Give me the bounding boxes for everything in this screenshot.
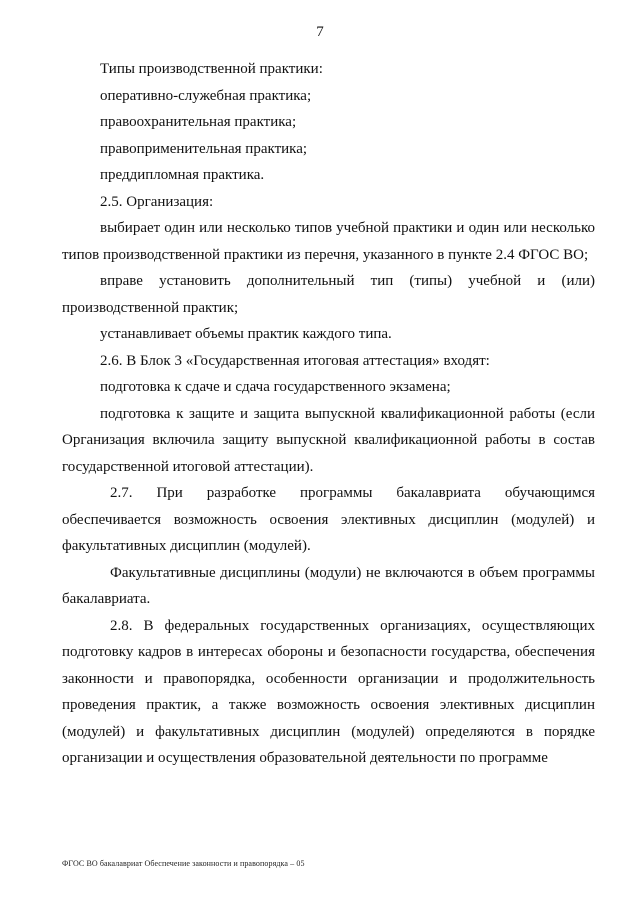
paragraph-chooses-practice-types: выбирает один или несколько типов учебной практики и один или несколько типов производственной практики из перечня, указанного в пункте 2.4 ФГОС ВО;	[62, 220, 595, 263]
paragraph-2-5-organization: 2.5. Организация:	[100, 193, 214, 210]
paragraph-may-establish-type: вправе установить дополнительный тип (типы) учебной и (или) производственной практик;	[62, 273, 595, 316]
paragraph-2-7-elective-disciplines: 2.7. При разработке программы бакалавриата обучающимся обеспечивается возможность освоения элективных дисциплин (модулей) и факультативных дисциплин (модулей).	[62, 485, 595, 554]
document-body	[62, 56, 595, 772]
paragraph-state-exam: подготовка к сдаче и сдача государственного экзамена;	[100, 379, 451, 395]
paragraph-sets-practice-volumes: устанавливает объемы практик каждого типа.	[100, 326, 392, 342]
page-number: 7	[316, 24, 324, 40]
paragraph-law-enforcement-practice: правоохранительная практика;	[100, 114, 297, 130]
paragraph-optional-disciplines: Факультативные дисциплины (модули) не включаются в объем программы бакалавриата.	[62, 564, 595, 607]
paragraph-law-application-practice: правоприменительная практика;	[100, 140, 308, 157]
paragraph-production-practice-types: Типы производственной практики:	[100, 61, 323, 77]
document-footer: ФГОС ВО бакалавриат Обеспечение законности и правопорядка – 05	[62, 859, 305, 868]
paragraph-pre-diploma-practice: преддипломная практика.	[100, 167, 265, 183]
paragraph-thesis-defense: подготовка к защите и защита выпускной квалификационной работы (если Организация включила защиту выпускной квалификационной работы в состав государственной итоговой аттестации).	[62, 405, 595, 475]
paragraph-2-6-block-3: 2.6. В Блок 3 «Государственная итоговая аттестация» входят:	[100, 352, 490, 369]
paragraph-2-8-federal-organizations: 2.8. В федеральных государственных организациях, осуществляющих подготовку кадров в интересах обороны и безопасности государства, обеспечения законности и правопорядка, особенности организации и продолжительность проведения практик, а также возможность освоения элективных дисциплин (модулей) и факультативных дисциплин (модулей) определяются в порядке организации и осуществления образовательной деятельности по программе	[62, 617, 595, 766]
paragraph-operational-service-practice: оперативно-служебная практика;	[100, 87, 312, 104]
